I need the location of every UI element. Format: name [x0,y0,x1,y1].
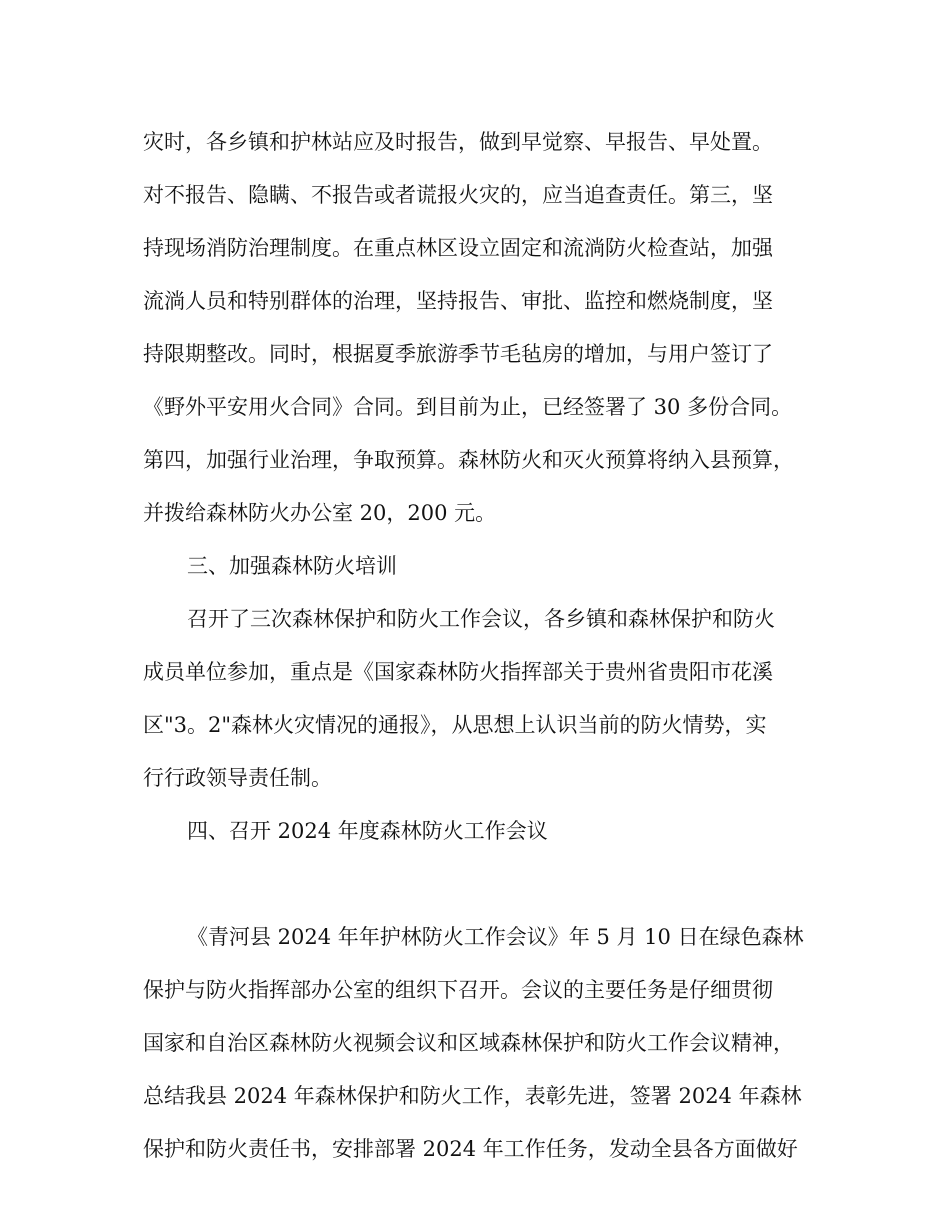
body-text-line: 《青河县 2024 年年护林防火工作会议》年 5 月 10 日在绿色森林 [187,925,804,949]
body-text-line: 对不报告、隐瞒、不报告或者谎报火灾的，应当追查责任。第三，坚 [143,183,773,207]
section-heading: 四、召开 2024 年度森林防火工作会议 [187,819,548,843]
body-text-line: 灾时，各乡镇和护林站应及时报告，做到早觉察、早报告、早处置。 [143,130,773,154]
body-text-line: 持限期整改。同时，根据夏季旅游季节毛毡房的增加，与用户签订了 [143,342,773,366]
body-text-line: 总结我县 2024 年森林保护和防火工作，表彰先进，签署 2024 年森林 [143,1084,802,1108]
body-text-line: 国家和自治区森林防火视频会议和区域森林保护和防火工作会议精神， [143,1031,794,1055]
body-text-line: 保护与防火指挥部办公室的组织下召开。会议的主要任务是仔细贯彻 [143,978,773,1002]
body-text-line: 第四，加强行业治理，争取预算。森林防火和灭火预算将纳入县预算， [143,448,794,472]
body-text-line: 持现场消防治理制度。在重点林区设立固定和流淌防火检查站，加强 [143,236,773,260]
section-heading: 三、加强森林防火培训 [187,554,397,578]
body-text-line: 流淌人员和特别群体的治理，坚持报告、审批、监控和燃烧制度，坚 [143,289,773,313]
body-text-line: 并拨给森林防火办公室 20，200 元。 [143,501,497,525]
body-text-line: 《野外平安用火合同》合同。到目前为止，已经签署了 30 多份合同。 [143,395,793,419]
body-text-line: 行行政领导责任制。 [143,766,332,790]
body-text-line: 召开了三次森林保护和防火工作会议，各乡镇和森林保护和防火 [187,607,775,631]
body-text-line: 保护和防火责任书，安排部署 2024 年工作任务，发动全县各方面做好 [143,1137,798,1161]
body-text-line: 区"3。2"森林火灾情况的通报》，从思想上认识当前的防火情势，实 [143,713,767,737]
body-text-line: 成员单位参加，重点是《国家森林防火指挥部关于贵州省贵阳市花溪 [143,660,773,684]
